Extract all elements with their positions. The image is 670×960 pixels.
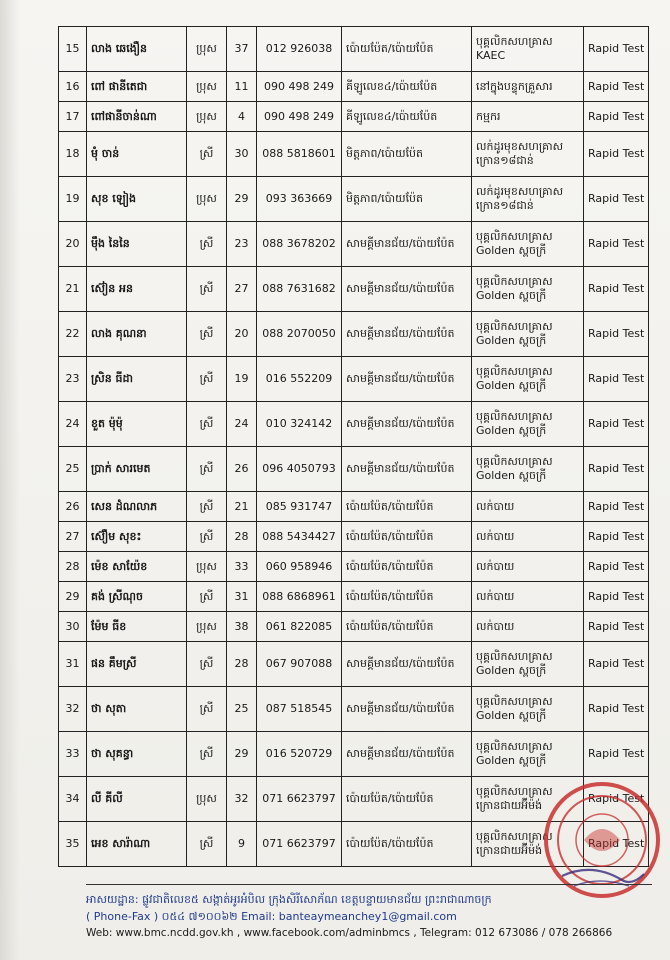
- cell-workplace: [472, 642, 584, 687]
- cell-address: មិត្តភាព/ប៉ោយប៉ែត: [342, 132, 472, 177]
- cell-test-type: Rapid Test: [584, 687, 649, 732]
- cell-workplace: [472, 357, 584, 402]
- workplace-line-2: ក្រោន១៨ជាន់: [476, 199, 534, 212]
- workplace-line-1: បុគ្គលិកសហគ្រាស: [476, 365, 553, 378]
- cell-name: ខួត ម៉ុម៉ុ: [87, 402, 187, 447]
- scan-shadow: [0, 0, 20, 960]
- cell-no: 16: [59, 72, 87, 102]
- cell-age: 9: [227, 822, 257, 867]
- cell-workplace: [472, 492, 584, 522]
- workplace-line-2: Golden ស្ពចក្រី: [476, 469, 547, 482]
- cell-phone: 071 6623797: [257, 777, 342, 822]
- cell-no: 23: [59, 357, 87, 402]
- cell-phone: 088 5818601: [257, 132, 342, 177]
- cell-phone: 016 552209: [257, 357, 342, 402]
- cell-name: ថា សុគន្ធា: [87, 732, 187, 777]
- cell-sex: ស្រី: [187, 402, 227, 447]
- cell-no: 31: [59, 642, 87, 687]
- cell-sex: ស្រី: [187, 522, 227, 552]
- cell-address: ប៉ោយប៉ែត/ប៉ោយប៉ែត: [342, 612, 472, 642]
- cell-age: 32: [227, 777, 257, 822]
- workplace-line-1: នៅក្នុងបន្ទុកគ្រួសារ: [476, 79, 553, 93]
- cell-age: 25: [227, 687, 257, 732]
- cell-workplace: [472, 522, 584, 552]
- table-row: [59, 732, 649, 777]
- cell-no: 29: [59, 582, 87, 612]
- cell-age: 21: [227, 492, 257, 522]
- workplace-line-1: លក់ដូរមុខសហគ្រាស: [476, 185, 564, 198]
- cell-no: 35: [59, 822, 87, 867]
- workplace-line-2: Golden ស្ពចក្រី: [476, 424, 547, 437]
- cell-workplace: [472, 177, 584, 222]
- cell-address: គីឡូលេខ៤/ប៉ោយប៉ែត: [342, 72, 472, 102]
- cell-phone: 088 2070050: [257, 312, 342, 357]
- cell-name: អេខ សារ៉ាណា: [87, 822, 187, 867]
- cell-no: 25: [59, 447, 87, 492]
- cell-name: សុខ ឡៀង: [87, 177, 187, 222]
- cell-sex: ស្រី: [187, 822, 227, 867]
- cell-address: គីឡូលេខ៤/ប៉ោយប៉ែត: [342, 102, 472, 132]
- workplace-line-1: បុគ្គលិកសហគ្រាស: [476, 230, 553, 243]
- cell-phone: 016 520729: [257, 732, 342, 777]
- workplace-line-2: Golden ស្ពចក្រី: [476, 664, 547, 677]
- workplace-line-2: Golden ស្ពចក្រី: [476, 334, 547, 347]
- table-row: [59, 267, 649, 312]
- cell-test-type: Rapid Test: [584, 102, 649, 132]
- cell-phone: 088 5434427: [257, 522, 342, 552]
- table-row: [59, 492, 649, 522]
- cell-address: សាមគ្គីមានជ័យ/ប៉ោយប៉ែត: [342, 267, 472, 312]
- cell-name: ផន គឹមស្រី: [87, 642, 187, 687]
- table-row: [59, 27, 649, 72]
- cell-phone: 071 6623797: [257, 822, 342, 867]
- cell-name: គង់ ស្រីណុច: [87, 582, 187, 612]
- cell-sex: ប្រុស: [187, 72, 227, 102]
- footer-phone-email: ( Phone-Fax ) ០៥៤ ៧១០០៦២ Email: banteaymeanchey1@gmail.com: [86, 910, 457, 923]
- workplace-line-2: Golden ស្ពចក្រី: [476, 244, 547, 257]
- cell-address: ប៉ោយប៉ែត/ប៉ោយប៉ែត: [342, 777, 472, 822]
- cell-test-type: Rapid Test: [584, 402, 649, 447]
- cell-name: លី គីលី: [87, 777, 187, 822]
- cell-workplace: [472, 732, 584, 777]
- cell-name: ថា សុតា: [87, 687, 187, 732]
- cell-test-type: Rapid Test: [584, 642, 649, 687]
- cell-no: 26: [59, 492, 87, 522]
- cell-sex: ប្រុស: [187, 27, 227, 72]
- workplace-line-2: Golden ស្ពចក្រី: [476, 709, 547, 722]
- cell-sex: ស្រី: [187, 492, 227, 522]
- cell-name: ស៊ឿម សុខះ: [87, 522, 187, 552]
- cell-age: 30: [227, 132, 257, 177]
- cell-sex: ប្រុស: [187, 102, 227, 132]
- cell-no: 33: [59, 732, 87, 777]
- cell-name: សេន ដំណលាភ: [87, 492, 187, 522]
- cell-name: ពៅផានីចាន់ណា: [87, 102, 187, 132]
- cell-no: 15: [59, 27, 87, 72]
- cell-address: សាមគ្គីមានជ័យ/ប៉ោយប៉ែត: [342, 312, 472, 357]
- cell-age: 33: [227, 552, 257, 582]
- table-row: [59, 222, 649, 267]
- cell-age: 27: [227, 267, 257, 312]
- cell-address: ប៉ោយប៉ែត/ប៉ោយប៉ែត: [342, 552, 472, 582]
- cell-phone: 096 4050793: [257, 447, 342, 492]
- patient-table: [58, 26, 649, 867]
- table-row: [59, 522, 649, 552]
- cell-name: លាង ឆេងឿន: [87, 27, 187, 72]
- cell-age: 23: [227, 222, 257, 267]
- cell-test-type: Rapid Test: [584, 27, 649, 72]
- cell-no: 22: [59, 312, 87, 357]
- cell-no: 17: [59, 102, 87, 132]
- cell-test-type: Rapid Test: [584, 582, 649, 612]
- workplace-line-1: បុគ្គលិកសហគ្រាស: [476, 455, 553, 468]
- cell-workplace: [472, 267, 584, 312]
- cell-age: 19: [227, 357, 257, 402]
- cell-name: ម៉ែម ធីខ: [87, 612, 187, 642]
- cell-sex: ប្រុស: [187, 777, 227, 822]
- cell-phone: 087 518545: [257, 687, 342, 732]
- cell-phone: 012 926038: [257, 27, 342, 72]
- cell-no: 30: [59, 612, 87, 642]
- cell-sex: ស្រី: [187, 312, 227, 357]
- cell-age: 29: [227, 177, 257, 222]
- table-row: [59, 447, 649, 492]
- workplace-line-1: លក់បាយ: [476, 559, 515, 573]
- cell-sex: ស្រី: [187, 357, 227, 402]
- cell-test-type: Rapid Test: [584, 132, 649, 177]
- cell-sex: ស្រី: [187, 582, 227, 612]
- workplace-line-1: លក់បាយ: [476, 499, 515, 513]
- workplace-line-2: Golden ស្ពចក្រី: [476, 379, 547, 392]
- cell-age: 37: [227, 27, 257, 72]
- cell-name: ម៉េខ សាយ៉ែខ: [87, 552, 187, 582]
- cell-sex: ស្រី: [187, 732, 227, 777]
- table-row: [59, 312, 649, 357]
- cell-address: សាមគ្គីមានជ័យ/ប៉ោយប៉ែត: [342, 732, 472, 777]
- cell-address: សាមគ្គីមានជ័យ/ប៉ោយប៉ែត: [342, 687, 472, 732]
- cell-age: 24: [227, 402, 257, 447]
- cell-age: 26: [227, 447, 257, 492]
- cell-test-type: Rapid Test: [584, 222, 649, 267]
- cell-workplace: [472, 222, 584, 267]
- cell-name: លាង គុណនា: [87, 312, 187, 357]
- cell-age: 11: [227, 72, 257, 102]
- workplace-line-2: ក្រោន១៨ជាន់: [476, 154, 534, 167]
- cell-phone: 090 498 249: [257, 72, 342, 102]
- cell-no: 28: [59, 552, 87, 582]
- table-row: [59, 642, 649, 687]
- cell-workplace: [472, 27, 584, 72]
- cell-workplace: [472, 312, 584, 357]
- cell-sex: ប្រុស: [187, 552, 227, 582]
- workplace-line-1: លក់បាយ: [476, 619, 515, 633]
- cell-age: 28: [227, 642, 257, 687]
- table-row: [59, 102, 649, 132]
- cell-address: ប៉ោយប៉ែត/ប៉ោយប៉ែត: [342, 27, 472, 72]
- cell-workplace: [472, 102, 584, 132]
- cell-sex: ប្រុស: [187, 177, 227, 222]
- cell-no: 18: [59, 132, 87, 177]
- workplace-line-1: បុគ្គលិកសហគ្រាស: [476, 695, 553, 708]
- cell-workplace: [472, 552, 584, 582]
- cell-name: ប្រាក់ សារមេត: [87, 447, 187, 492]
- cell-address: សាមគ្គីមានជ័យ/ប៉ោយប៉ែត: [342, 357, 472, 402]
- workplace-line-2: ក្រោនជាយអ៊ីម៉ង់: [476, 844, 543, 857]
- cell-address: ប៉ោយប៉ែត/ប៉ោយប៉ែត: [342, 492, 472, 522]
- cell-phone: 090 498 249: [257, 102, 342, 132]
- workplace-line-2: Golden ស្ពចក្រី: [476, 289, 547, 302]
- cell-test-type: Rapid Test: [584, 177, 649, 222]
- cell-workplace: [472, 687, 584, 732]
- cell-phone: 061 822085: [257, 612, 342, 642]
- cell-workplace: [472, 72, 584, 102]
- cell-workplace: [472, 582, 584, 612]
- cell-address: សាមគ្គីមានជ័យ/ប៉ោយប៉ែត: [342, 642, 472, 687]
- cell-sex: ស្រី: [187, 222, 227, 267]
- cell-age: 20: [227, 312, 257, 357]
- cell-address: ប៉ោយប៉ែត/ប៉ោយប៉ែត: [342, 822, 472, 867]
- cell-workplace: [472, 132, 584, 177]
- cell-test-type: Rapid Test: [584, 357, 649, 402]
- workplace-line-1: លក់បាយ: [476, 589, 515, 603]
- cell-workplace: [472, 612, 584, 642]
- cell-no: 34: [59, 777, 87, 822]
- cell-no: 32: [59, 687, 87, 732]
- cell-no: 21: [59, 267, 87, 312]
- cell-test-type: Rapid Test: [584, 552, 649, 582]
- table-row: [59, 612, 649, 642]
- cell-phone: 060 958946: [257, 552, 342, 582]
- cell-address: សាមគ្គីមានជ័យ/ប៉ោយប៉ែត: [342, 402, 472, 447]
- cell-sex: ស្រី: [187, 642, 227, 687]
- cell-address: ប៉ោយប៉ែត/ប៉ោយប៉ែត: [342, 582, 472, 612]
- workplace-line-1: បុគ្គលិកសហគ្រាស: [476, 275, 553, 288]
- cell-age: 31: [227, 582, 257, 612]
- workplace-line-1: លក់បាយ: [476, 529, 515, 543]
- cell-age: 4: [227, 102, 257, 132]
- table-row: [59, 402, 649, 447]
- cell-phone: 067 907088: [257, 642, 342, 687]
- cell-test-type: Rapid Test: [584, 492, 649, 522]
- workplace-line-1: បុគ្គលិកសហគ្រាស: [476, 320, 553, 333]
- workplace-line-1: បុគ្គលិកសហគ្រាស: [476, 35, 553, 48]
- cell-address: សាមគ្គីមានជ័យ/ប៉ោយប៉ែត: [342, 447, 472, 492]
- cell-sex: ស្រី: [187, 267, 227, 312]
- cell-phone: 088 7631682: [257, 267, 342, 312]
- cell-name: ពៅ ផានីតេជា: [87, 72, 187, 102]
- cell-test-type: Rapid Test: [584, 777, 649, 822]
- footer-address: អាសយដ្ឋាន: ផ្លូវជាតិលេខ៥ សង្កាត់អូរអំបិល ក្រុងសិរីសោភ័ណ ខេត្តបន្ទាយមានជ័យ ព្រះរាជាណាចក្រ: [86, 893, 492, 906]
- cell-test-type: Rapid Test: [584, 312, 649, 357]
- cell-sex: ស្រី: [187, 132, 227, 177]
- workplace-line-1: លក់ដូរមុខសហគ្រាស: [476, 140, 564, 153]
- cell-phone: 093 363669: [257, 177, 342, 222]
- footer-rule: [86, 884, 652, 885]
- cell-name: ស៊ៀន អន: [87, 267, 187, 312]
- workplace-line-2: KAEC: [476, 49, 506, 62]
- cell-workplace: [472, 447, 584, 492]
- table-row: [59, 72, 649, 102]
- workplace-line-1: បុគ្គលិកសហគ្រាស: [476, 830, 553, 843]
- cell-phone: 010 324142: [257, 402, 342, 447]
- workplace-line-1: បុគ្គលិកសហគ្រាស: [476, 650, 553, 663]
- cell-no: 20: [59, 222, 87, 267]
- cell-sex: ស្រី: [187, 687, 227, 732]
- workplace-line-1: កម្មករ: [476, 109, 501, 123]
- cell-test-type: Rapid Test: [584, 612, 649, 642]
- table-row: [59, 687, 649, 732]
- cell-test-type: Rapid Test: [584, 447, 649, 492]
- footer-web: Web: www.bmc.ncdd.gov.kh , www.facebook.com/adminbmcs , Telegram: 012 673086 / 078 266866: [86, 927, 613, 939]
- cell-address: ប៉ោយប៉ែត/ប៉ោយប៉ែត: [342, 522, 472, 552]
- cell-test-type: Rapid Test: [584, 732, 649, 777]
- cell-address: សាមគ្គីមានជ័យ/ប៉ោយប៉ែត: [342, 222, 472, 267]
- cell-age: 38: [227, 612, 257, 642]
- cell-phone: 088 6868961: [257, 582, 342, 612]
- workplace-line-1: បុគ្គលិកសហគ្រាស: [476, 410, 553, 423]
- official-seal: [522, 778, 670, 908]
- cell-age: 29: [227, 732, 257, 777]
- cell-address: មិត្តភាព/ប៉ោយប៉ែត: [342, 177, 472, 222]
- cell-no: 19: [59, 177, 87, 222]
- cell-test-type: Rapid Test: [584, 72, 649, 102]
- cell-test-type: Rapid Test: [584, 522, 649, 552]
- table-row: [59, 132, 649, 177]
- cell-test-type: Rapid Test: [584, 822, 649, 867]
- cell-no: 27: [59, 522, 87, 552]
- cell-no: 24: [59, 402, 87, 447]
- cell-phone: 088 3678202: [257, 222, 342, 267]
- table-row: [59, 582, 649, 612]
- cell-test-type: Rapid Test: [584, 267, 649, 312]
- cell-name: មុំ ចាន់: [87, 132, 187, 177]
- cell-name: ស្រិន ធីដា: [87, 357, 187, 402]
- workplace-line-1: បុគ្គលិកសហគ្រាស: [476, 785, 553, 798]
- workplace-line-2: Golden ស្ពចក្រី: [476, 754, 547, 767]
- table-row: [59, 357, 649, 402]
- cell-sex: ប្រុស: [187, 612, 227, 642]
- cell-phone: 085 931747: [257, 492, 342, 522]
- workplace-line-2: ក្រោនជាយអ៊ីម៉ង់: [476, 799, 543, 812]
- table-row: [59, 552, 649, 582]
- footer: [86, 891, 666, 942]
- cell-name: ម៉ឹង នៃនៃ: [87, 222, 187, 267]
- cell-age: 28: [227, 522, 257, 552]
- table-row: [59, 177, 649, 222]
- workplace-line-1: បុគ្គលិកសហគ្រាស: [476, 740, 553, 753]
- cell-sex: ស្រី: [187, 447, 227, 492]
- cell-workplace: [472, 402, 584, 447]
